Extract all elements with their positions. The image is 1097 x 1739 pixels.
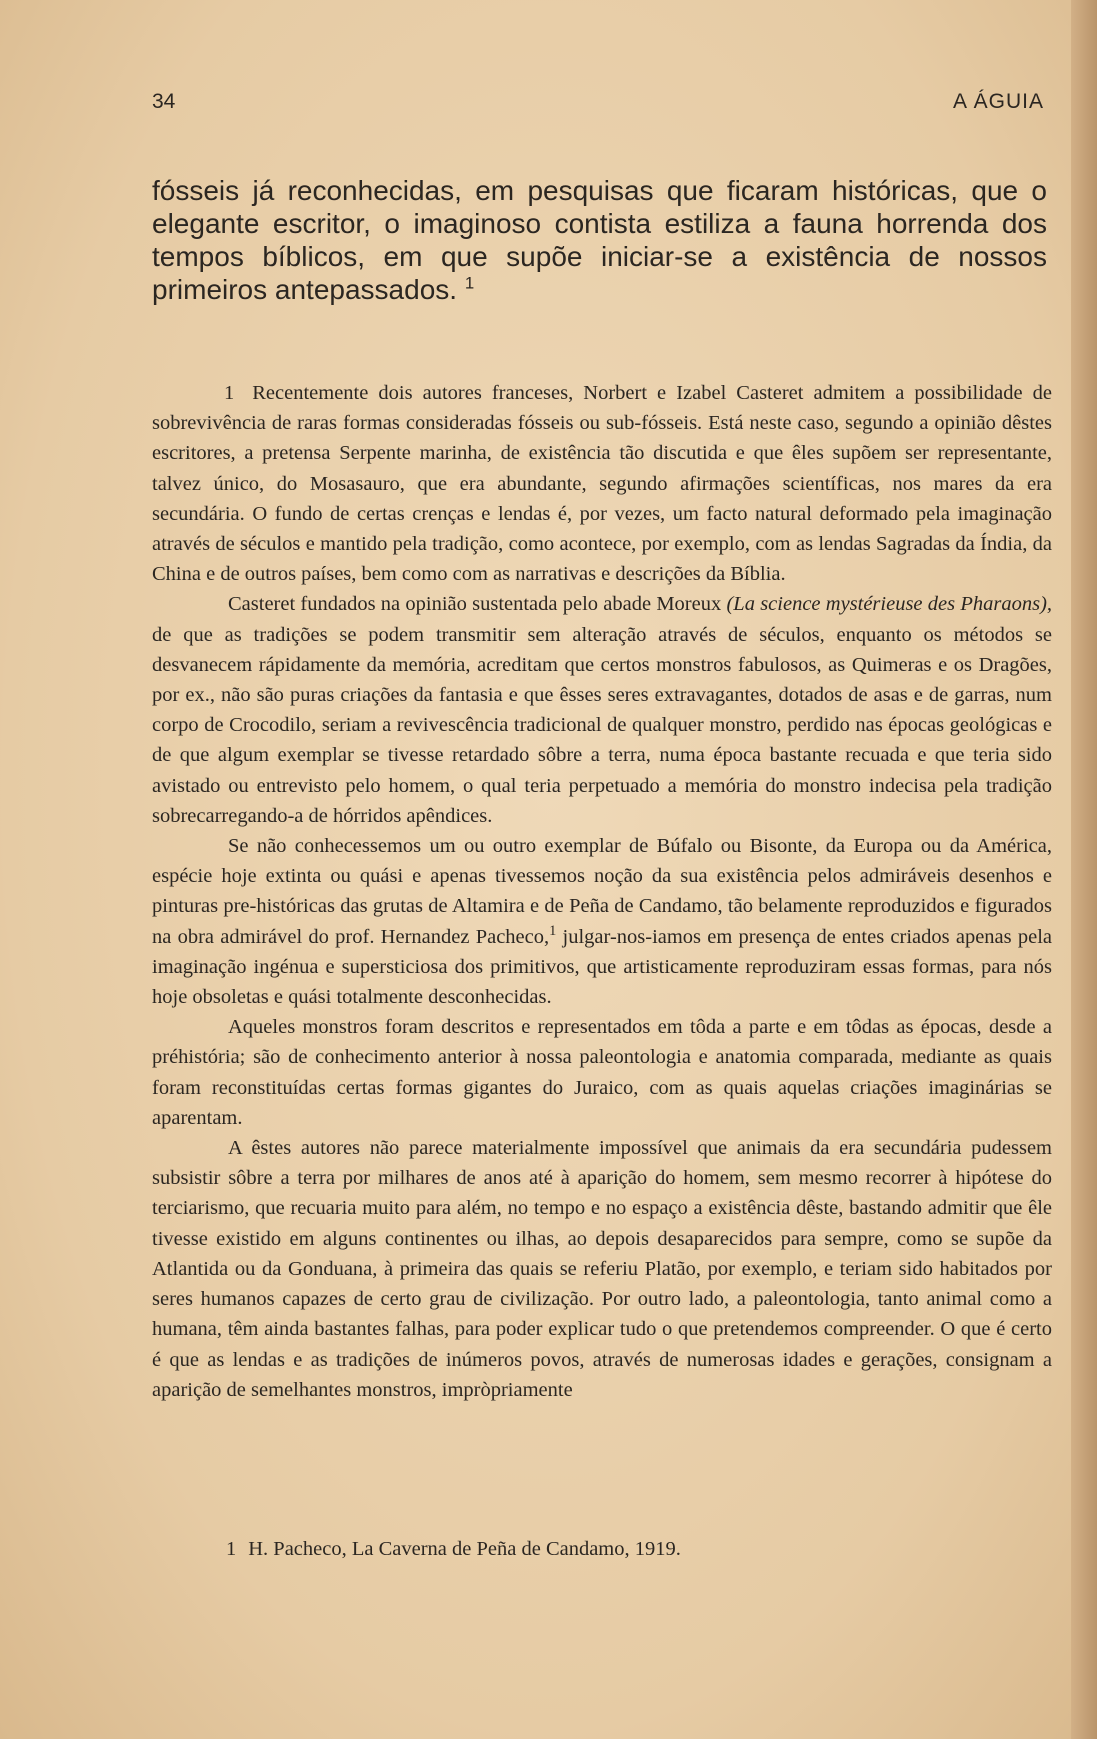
note-paragraph-4 bbox=[152, 1012, 1052, 1133]
note-number: 1 bbox=[224, 382, 235, 404]
footnote bbox=[226, 1535, 1026, 1563]
main-paragraph-text: fósseis já reconhecidas, em pesquisas que ficaram históricas, que o elegante escritor, o imaginoso contista estiliza a fauna horrenda dos tempos bíblicos, em que supõe iniciar-se a existência de nossos primeiros antepassados. bbox=[152, 175, 1047, 305]
running-head: A ÁGUIA bbox=[952, 90, 1044, 113]
note-paragraph-5 bbox=[152, 1133, 1052, 1405]
note-paragraph-4-text: Aqueles monstros foram descritos e representados em tôda a parte e em tôdas as épocas, desde a préhistória; são de conhecimento anterior à nossa paleontologia e anatomia comparada, mediante as quais foram reconstituídas certas formas gigantes do Juraico, com as quais aquelas criações imaginárias se aparentam. bbox=[152, 1016, 1052, 1129]
cited-work-title: (La science mystérieuse des Pharaons), bbox=[726, 593, 1053, 616]
footnote-number: 1 bbox=[226, 1538, 237, 1560]
note-paragraph-3 bbox=[152, 831, 1052, 1012]
footnote-text: H. Pacheco, La Caverna de Peña de Candamo, 1919. bbox=[248, 1538, 681, 1560]
note-paragraph-2-lead: Casteret fundados na opinião sustentada pelo abade Moreux bbox=[228, 593, 722, 616]
note-paragraph-1-text: Recentemente dois autores franceses, Norbert e Izabel Casteret admitem a possibilidade de sobrevivência de raras formas consideradas fósseis ou sub-fósseis. Está neste caso, segundo a opinião dêstes escritores, a pretensa Serpente marinha, de existência tão discutida e que êles supõem ser representante, talvez único, do Mosasauro, que era abundante, segundo afirmações scientíficas, nos mares da era secundária. O fundo de certas crenças e lendas é, por vezes, um facto natural deformado pela imaginação através de séculos e mantido pela tradição, como acontece, por exemplo, com as lendas Sagradas da Índia, da China e de outros países, bem como com as narrativas e descrições da Bíblia. bbox=[152, 382, 1052, 586]
note-block bbox=[152, 378, 1052, 1405]
note-paragraph-1 bbox=[152, 378, 1052, 589]
page-number: 34 bbox=[152, 90, 176, 113]
footnote-reference-mark: 1 bbox=[549, 922, 557, 939]
note-paragraph-5-text: A êstes autores não parece materialmente impossível que animais da era secundária pudessem subsistir sôbre a terra por milhares de anos até à aparição do homem, sem mesmo recorrer à hipótese do terciarismo, que recuaria muito para além, no tempo e no espaço a existência dêste, bastando admitir que êle tivesse existido em alguns continentes ou ilhas, ao depois desaparecidos para sempre, como se supõe da Atlantida ou da Gonduana, à primeira das quais se referiu Platão, por exemplo, e teriam sido habitados por seres humanos capazes de certo grau de civilização. Por outro lado, a paleontologia, tanto animal como a humana, têm ainda bastantes falhas, para poder explicar tudo o que pretendemos compreender. O que é certo é que as lendas e as tradições de inúmeros povos, através de numerosas idades e gerações, consignam a aparição de semelhantes monstros, impròpriamente bbox=[152, 1137, 1052, 1401]
note-paragraph-3-lead: Se não conhecessemos um ou outro exemplar de Búfalo ou Bisonte, da Europa ou da América, espécie hoje extinta ou quási e apenas tivessemos noção da sua existência pelos admiráveis desenhos e pinturas pre-históricas das grutas de Altamira e de Peña de Candamo, tão belamente reproduzidos e figurados na obra admirável do prof. Hernandez Pacheco, bbox=[152, 835, 1052, 948]
main-paragraph bbox=[152, 174, 1047, 306]
note-paragraph-2-text: de que as tradições se podem transmitir sem alteração através de séculos, enquanto os métodos se desvanecem rápidamente da memória, acreditam que certos monstros fabulosos, as Quimeras e os Dragões, por ex., não são puras criações da fantasia e que êsses seres extravagantes, dotados de asas e de garras, num corpo de Crocodilo, seriam a revivescência tradicional de qualquer monstro, perdido nas épocas geológicas e de que algum exemplar se tivesse retardado sôbre a terra, numa época bastante recuada e que teria sido avistado ou entrevisto pelo homem, o qual teria perpetuado a memória do monstro indecisa pela tradição sobrecarregando-a de hórridos apêndices. bbox=[152, 623, 1052, 827]
page-header bbox=[152, 90, 1044, 124]
page-edge-shadow bbox=[1071, 0, 1097, 1739]
note-paragraph-2 bbox=[152, 589, 1052, 831]
note-reference-mark: 1 bbox=[464, 273, 475, 293]
note-paragraph-3-text: julgar-nos-iamos em presença de entes criados apenas pela imaginação ingénua e supersticiosa dos primitivos, que artisticamente reproduziram essas formas, para nós hoje obsoletas e quási totalmente desconhecidas. bbox=[152, 925, 1052, 1009]
